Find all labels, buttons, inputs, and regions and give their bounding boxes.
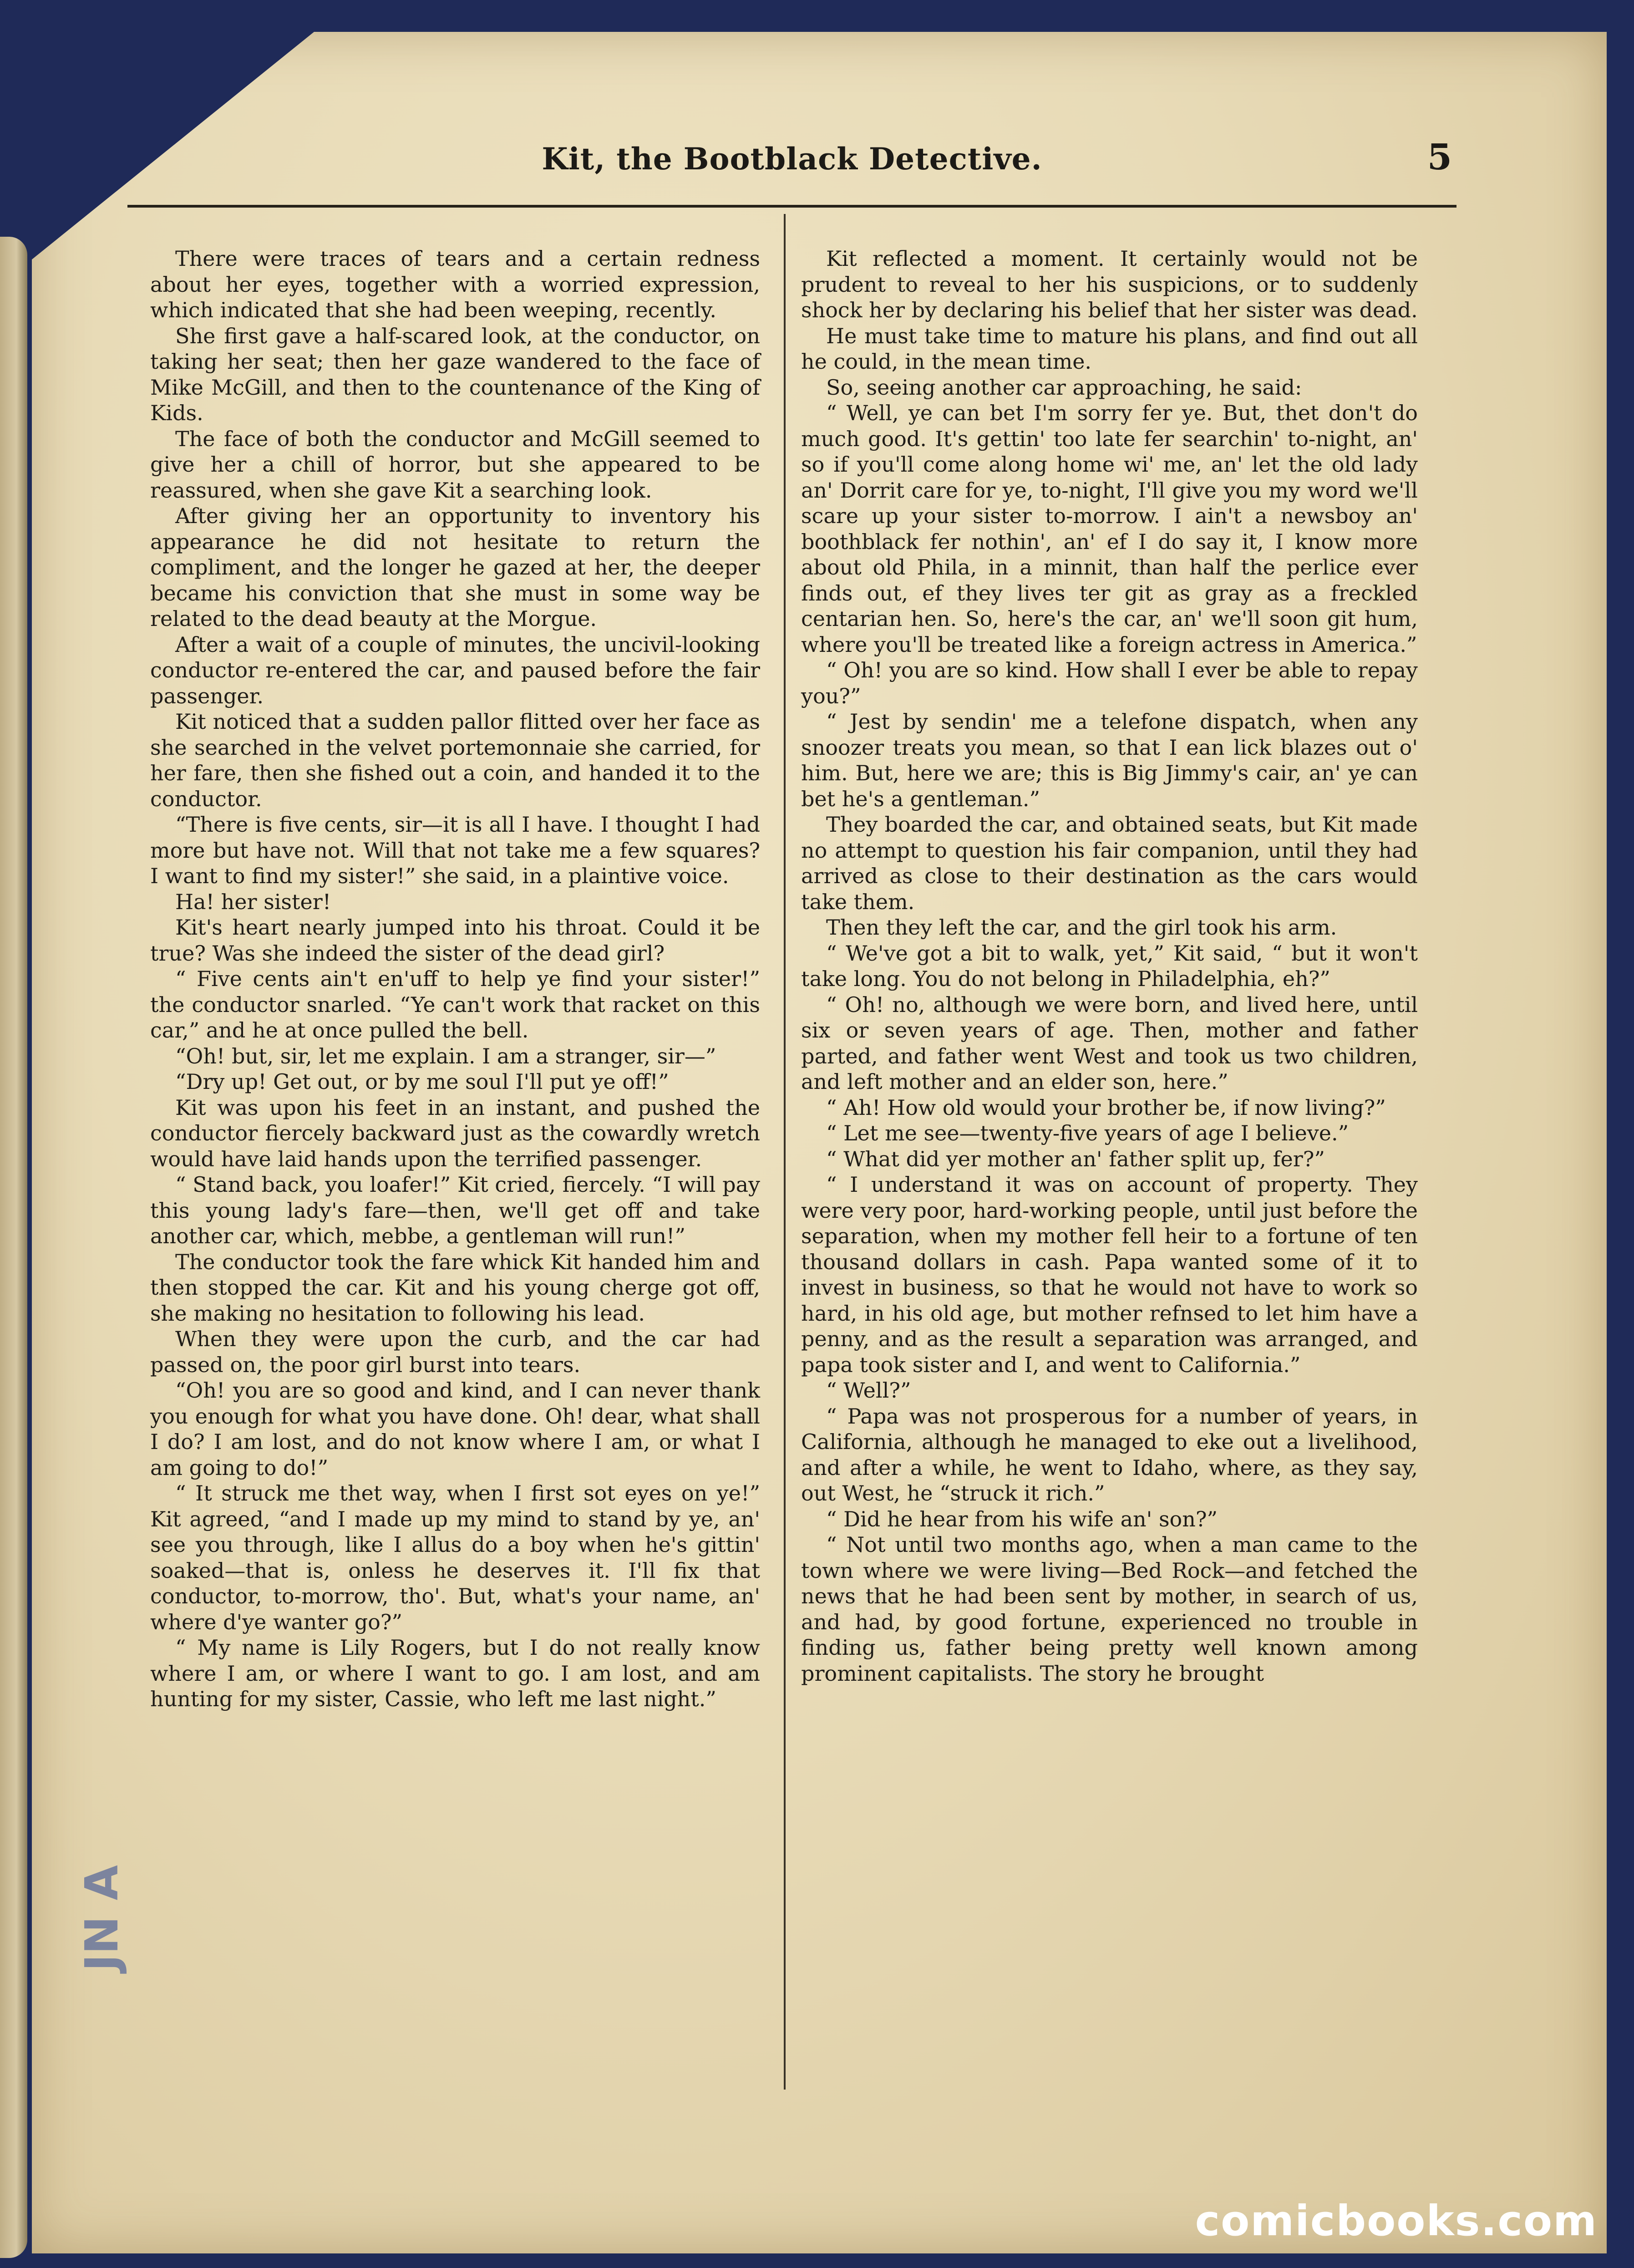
paragraph: “ Stand back, you loafer!” Kit cried, fiercely. “I will pay this young lady's fare—then, we'll get off and take another car, which, mebbe, a gentleman will run!” — [150, 1172, 760, 1248]
paragraph: “ Well?” — [826, 1378, 911, 1403]
watermark: comicbooks.com — [1195, 2197, 1598, 2245]
paragraph: When they were upon the curb, and the car had passed on, the poor girl burst into tears. — [150, 1327, 760, 1377]
paragraph: “ Jest by sendin' me a telefone dispatch, when any snoozer treats you mean, so that I ean lick blazes out o' him. But, here we are; this is Big Jimmy's cair, an' ye can bet he's a gentleman.” — [801, 709, 1418, 811]
paragraph: “There is five cents, sir—it is all I have. I thought I had more but have not. Will that not take me a few squares? I want to find my sister!” she said, in a plaintive voice. — [150, 812, 760, 888]
paragraph: “ Let me see—twenty-five years of age I believe.” — [826, 1121, 1349, 1145]
paragraph: “ Five cents ain't en'uff to help ye find your sister!” the conductor snarled. “Ye can't work that racket on this car,” and he at once pulled the bell. — [150, 966, 760, 1042]
paragraph: “ Not until two months ago, when a man came to the town where we were living—Bed Rock—and fetched the news that he had been sent by mother, in search of us, and had, by good fortune, experienced no trouble in finding us, father being pretty well known among prominent capitalists. The story he brought — [801, 1532, 1418, 1686]
paragraph: “ My name is Lily Rogers, but I do not really know where I am, or where I want to go. I am lost, and am hunting for my sister, Cassie, who left me last night.” — [150, 1635, 760, 1711]
header-rule — [127, 205, 1456, 208]
column-divider — [784, 214, 786, 2090]
paragraph: Then they left the car, and the girl took his arm. — [826, 915, 1337, 940]
paragraph: “Dry up! Get out, or by me soul I'll put ye off!” — [175, 1069, 669, 1094]
paragraph: Ha! her sister! — [175, 889, 331, 914]
paragraph: “ Did he hear from his wife an' son?” — [826, 1506, 1218, 1531]
paragraph: He must take time to mature his plans, and find out all he could, in the mean time. — [801, 323, 1418, 374]
paragraph: “ Ah! How old would your brother be, if now living?” — [826, 1095, 1386, 1120]
paragraph: They boarded the car, and obtained seats, but Kit made no attempt to question his fair companion, until they had arrived as close to their destination as the cars would take them. — [801, 812, 1418, 914]
paragraph: “Oh! but, sir, let me explain. I am a stranger, sir—” — [175, 1043, 716, 1068]
paragraph: Kit was upon his feet in an instant, and pushed the conductor fiercely backward just as the cowardly wretch would have laid hands upon the terrified passenger. — [150, 1095, 760, 1171]
paragraph: She first gave a half-scared look, at the conductor, on taking her seat; then her gaze wandered to the face of Mike McGill, and then to the countenance of the King of Kids. — [150, 323, 760, 425]
right-column — [801, 246, 1418, 2112]
paragraph: Kit reflected a moment. It certainly would not be prudent to reveal to her his suspicions, or to suddenly shock her by declaring his belief that her sister was dead. — [801, 246, 1418, 322]
paragraph: Kit's heart nearly jumped into his throat. Could it be true? Was she indeed the sister of the dead girl? — [150, 915, 760, 966]
margin-handwriting: JN A — [75, 1865, 128, 1971]
paragraph: “ Papa was not prosperous for a number of years, in California, although he managed to eke out a livelihood, and after a while, he went to Idaho, where, as they say, out West, he “struck it rich.” — [801, 1404, 1418, 1505]
paragraph: “ Oh! you are so kind. How shall I ever be able to repay you?” — [801, 658, 1418, 708]
paragraph: “ What did yer mother an' father split up, fer?” — [826, 1146, 1325, 1171]
left-column — [150, 246, 760, 2112]
paragraph: Kit noticed that a sudden pallor flitted over her face as she searched in the velvet portemonnaie she carried, for her fare, then she fished out a coin, and handed it to the conductor. — [150, 709, 760, 811]
adjacent-page-edge — [0, 237, 27, 2258]
paragraph: “Oh! you are so good and kind, and I can never thank you enough for what you have done. Oh! dear, what shall I do? I am lost, and do not know where I am, or what I am going to do!” — [150, 1378, 760, 1480]
paragraph: “ Oh! no, although we were born, and lived here, until six or seven years of age. Then, mother and father parted, and father went West and took us two children, and left mother and an elder son, here.” — [801, 992, 1418, 1094]
paragraph: There were traces of tears and a certain redness about her eyes, together with a worried expression, which indicated that she had been weeping, recently. — [150, 246, 760, 322]
paragraph: The face of both the conductor and McGill seemed to give her a chill of horror, but she appeared to be reassured, when she gave Kit a searching look. — [150, 426, 760, 503]
paragraph: “ Well, ye can bet I'm sorry fer ye. But, thet don't do much good. It's gettin' too late fer searchin' to-night, an' so if you'll come along home wi' me, an' let the old lady an' Dorrit care for ye, to-night, I'll give you my word we'll scare up your sister to-morrow. I ain't a newsboy an' boothblack fer nothin', an' ef I do say it, I know more about old Phila, in a minnit, than half the perlice ever finds out, ef they lives ter git as gray as a freckled centarian hen. So, here's the car, an' we'll soon git hum, where you'll be treated like a foreign actress in America.” — [801, 401, 1418, 657]
page-number: 5 — [1427, 137, 1452, 178]
paragraph: “ It struck me thet way, when I first sot eyes on ye!” Kit agreed, “and I made up my mind to stand by ye, an' see you through, like I allus do a boy when he's gittin' soaked—that is, onless he deserves it. I'll fix that conductor, to-morrow, tho'. But, what's your name, an' where d'ye wanter go?” — [150, 1481, 760, 1634]
paragraph: After giving her an opportunity to inventory his appearance he did not hesitate to return the compliment, and the longer he gazed at her, the deeper became his conviction that she must in some way be related to the dead beauty at the Morgue. — [150, 503, 760, 631]
paragraph: The conductor took the fare whick Kit handed him and then stopped the car. Kit and his young cherge got off, she making no hesitation to following his lead. — [150, 1249, 760, 1326]
running-title: Kit, the Bootblack Detective. — [542, 141, 1042, 177]
paragraph: So, seeing another car approaching, he said: — [826, 375, 1302, 400]
paragraph: “ We've got a bit to walk, yet,” Kit said, “ but it won't take long. You do not belong in Philadelphia, eh?” — [801, 941, 1418, 991]
paragraph: “ I understand it was on account of property. They were very poor, hard-working people, until just before the separation, when my mother fell heir to a fortune of ten thousand dollars in cash. Papa wanted some of it to invest in business, so that he would not have to work so hard, in his old age, but mother refnsed to let him have a penny, and as the result a separation was arranged, and papa took sister and I, and went to California.” — [801, 1172, 1418, 1377]
running-header — [127, 132, 1456, 209]
paragraph: After a wait of a couple of minutes, the uncivil-looking conductor re-entered the car, and paused before the fair passenger. — [150, 632, 760, 708]
